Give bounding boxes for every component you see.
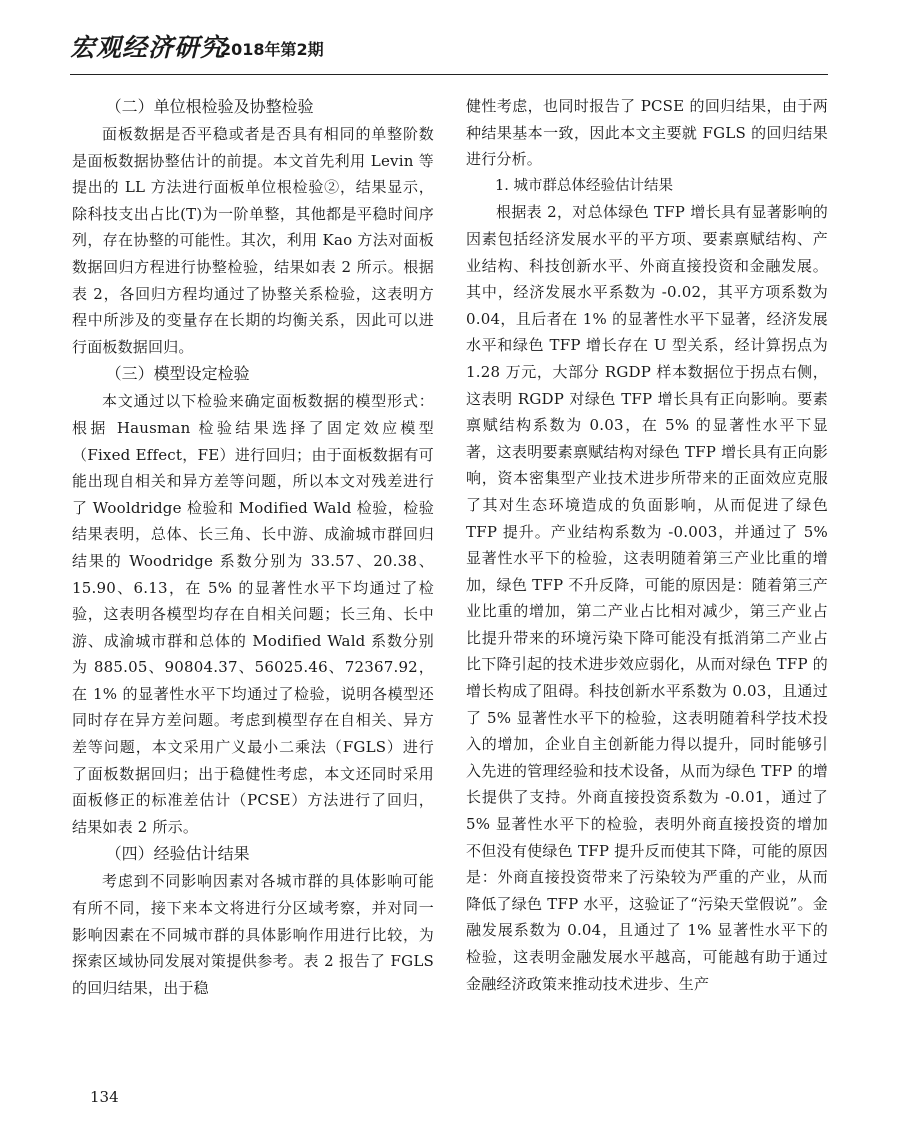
paragraph-model-test: 本文通过以下检验来确定面板数据的模型形式：根据 Hausman 检验结果选择了固定效应模型（Fixed Effect，FE）进行回归；由于面板数据有可能出现自相关和异方差等问题，所以本文对残差进行了 Wooldridge 检验和 Modified Wald 检验，检验结果表明，总体、长三角、长中游、成渝城市群回归结果的 Woodridge 系数分别为 33.57、20.38、15.90、6.13，在 5% 的显著性水平下均通过了检验，这表明各模型均存在自相关问题；长三角、长中游、成渝城市群和总体的 Modified Wald 系数分别为 885.05、90804.37、56025.46、72367.92，在 1% 的显著性水平下均通过了检验，说明各模型还同时存在异方差问题。考虑到模型存在自相关、异方差等问题，本文采用广义最小二乘法（FGLS）进行了面板数据回归；出于稳健性考虑，本文还同时采用面板修正的标准差估计（PCSE）方法进行了回归，结果如表 2 所示。: [72, 392, 434, 836]
left-column: [72, 93, 434, 1001]
page-header: [70, 26, 828, 75]
journal-title: 宏观经济研究: [70, 33, 227, 62]
section-heading-model-test: （三）模型设定检验: [105, 364, 250, 384]
page-number: 134: [90, 1088, 119, 1106]
section-heading-empirical-results: （四）经验估计结果: [105, 844, 250, 864]
paragraph-continued: 健性考虑，也同时报告了 PCSE 的回归结果，由于两种结果基本一致，因此本文主要就 FGLS 的回归结果进行分析。: [466, 97, 828, 169]
paragraph-overall-results: 根据表 2，对总体绿色 TFP 增长具有显著影响的因素包括经济发展水平的平方项、要素禀赋结构、产业结构、科技创新水平、外商直接投资和金融发展。其中，经济发展水平系数为 -0.02，其平方项系数为 0.04，且后者在 1% 的显著性水平下显著，经济发展水平和绿色 TFP 增长存在 U 型关系，经计算拐点为 1.28 万元，大部分 RGDP 样本数据位于拐点右侧，这表明 RGDP 对绿色 TFP 增长具有正向影响。要素禀赋结构系数为 0.03，在 5% 的显著性水平下显著，这表明要素禀赋结构对绿色 TFP 增长具有正向影响，资本密集型产业技术进步所带来的正面效应克服了其对生态环境造成的负面影响，从而促进了绿色 TFP 提升。产业结构系数为 -0.003，并通过了 5% 显著性水平下的检验，这表明随着第三产业比重的增加，绿色 TFP 不升反降，可能的原因是：随着第三产业比重的增加，第二产业占比相对减少，第三产业占比提升带来的环境污染下降可能没有抵消第二产业占比下降引起的技术进步效应弱化，从而对绿色 TFP 的增长构成了阻碍。科技创新水平系数为 0.03，且通过了 5% 显著性水平下的检验，这表明随着科学技术投入的增加，企业自主创新能力得以提升，同时能够引入先进的管理经验和技术设备，从而为绿色 TFP 的增长提供了支持。外商直接投资系数为 -0.01，通过了 5% 显著性水平下的检验，表明外商直接投资的增加不但没有使绿色 TFP 提升反而使其下降，可能的原因是：外商直接投资带来了污染较为严重的产业，从而降低了绿色 TFP 水平，这验证了“污染天堂假说”。金融发展系数为 0.04，且通过了 1% 显著性水平下的检验，这表明金融发展水平越高，可能越有助于通过金融经济政策来推动技术进步、生产: [466, 203, 828, 993]
right-column: [466, 93, 828, 997]
paragraph-unit-root: 面板数据是否平稳或者是否具有相同的单整阶数是面板数据协整估计的前提。本文首先利用 Levin 等提出的 LL 方法进行面板单位根检验②，结果显示，除科技支出占比(T)为一阶单整，其他都是平稳时间序列，存在协整的可能性。其次，利用 Kao 方法对面板数据回归方程进行协整检验，结果如表 2 所示。根据表 2，各回归方程均通过了协整关系检验，这表明方程中所涉及的变量存在长期的均衡关系，因此可以进行面板数据回归。: [72, 125, 434, 356]
section-heading-unit-root: （二）单位根检验及协整检验: [105, 97, 314, 116]
subsection-heading-overall: 1. 城市群总体经验估计结果: [495, 177, 673, 194]
paragraph-empirical-results: 考虑到不同影响因素对各城市群的具体影响可能有所不同，接下来本文将进行分区域考察，并对同一影响因素在不同城市群的具体影响作用进行比较，为探索区域协同发展对策提供参考。表 2 报告了 FGLS 的回归结果，出于稳: [72, 872, 434, 997]
issue-label: 2018年第2期: [220, 40, 324, 59]
